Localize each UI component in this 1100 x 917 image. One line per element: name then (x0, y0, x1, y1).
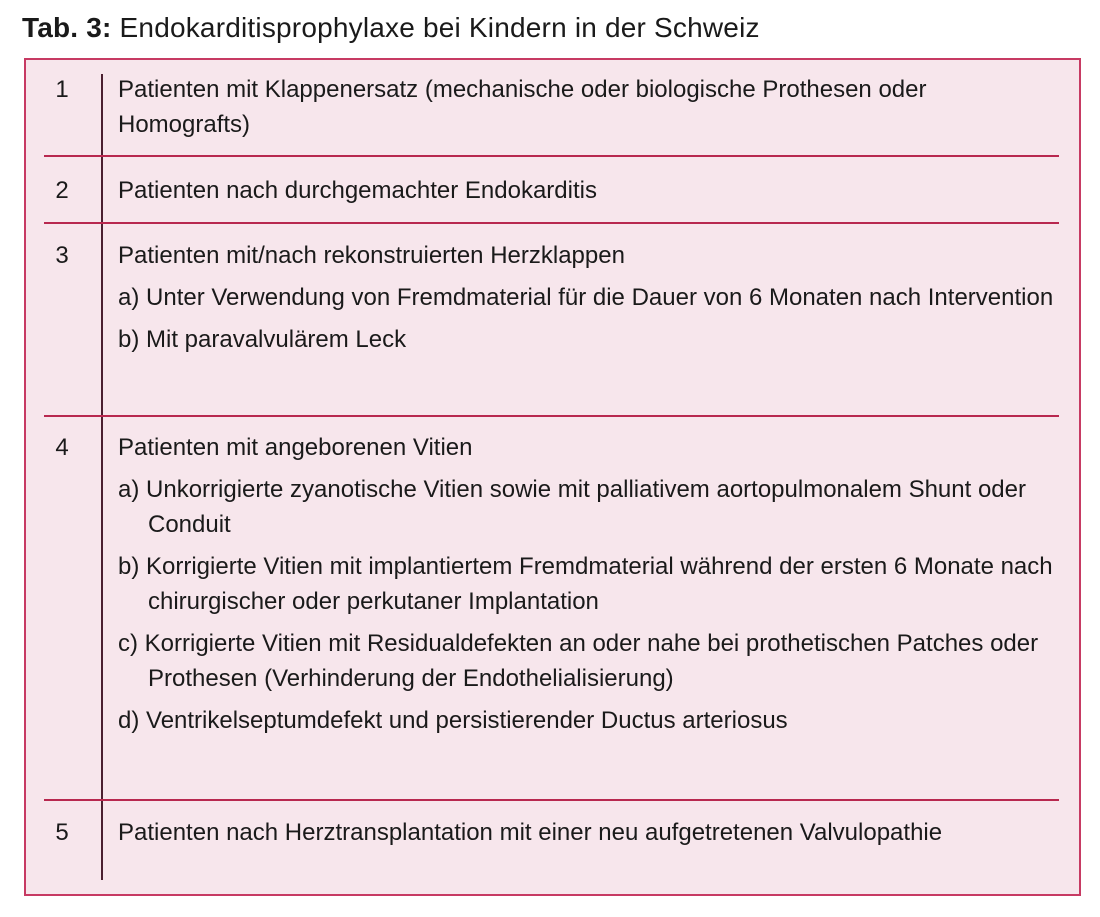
row-subitem: b) Mit paravalvulärem Leck (118, 326, 407, 353)
row-heading: Patienten nach durchgemachter Endokarditis (118, 177, 597, 204)
row-subitem: a) Unkorrigierte zyanotische Vitien sowie mit palliativem aortopulmonalem Shunt oder Conduit (118, 476, 1026, 538)
row-divider (44, 415, 1059, 417)
row-divider (44, 155, 1059, 157)
row-divider (44, 222, 1059, 224)
row-subitem: a) Unter Verwendung von Fremdmaterial für die Dauer von 6 Monaten nach Intervention (118, 284, 1054, 311)
row-content (118, 815, 1055, 850)
row-number: 1 (55, 76, 69, 103)
row-number: 5 (55, 819, 69, 846)
row-heading: Patienten mit/nach rekonstruierten Herzklappen (118, 242, 625, 269)
row-subitem: b) Korrigierte Vitien mit implantiertem Fremdmaterial während der ersten 6 Monate nach chirurgischer oder perkutaner Implantation (118, 553, 1053, 615)
column-divider (101, 74, 103, 880)
row-number: 3 (55, 242, 69, 269)
table-title-prefix: Tab. 3: (22, 12, 112, 43)
row-heading: Patienten nach Herztransplantation mit einer neu aufgetretenen Valvulopathie (118, 819, 943, 846)
row-content (118, 238, 1055, 357)
row-heading: Patienten mit angeborenen Vitien (118, 434, 473, 461)
row-number: 2 (55, 177, 69, 204)
row-number: 4 (55, 434, 69, 461)
row-content (118, 72, 1055, 142)
row-content (118, 173, 1055, 208)
table-title (22, 10, 760, 46)
row-subitem: c) Korrigierte Vitien mit Residualdefekten an oder nahe bei prothetischen Patches oder Prothesen (Verhinderung der Endothelialisierung) (118, 630, 1039, 692)
row-divider (44, 799, 1059, 801)
row-heading: Patienten mit Klappenersatz (mechanische oder biologische Prothesen oder Homografts) (118, 76, 927, 138)
table-title-text: Endokarditisprophylaxe bei Kindern in der Schweiz (111, 12, 760, 43)
row-subitem: d) Ventrikelseptumdefekt und persistierender Ductus arteriosus (118, 707, 788, 734)
table-panel (24, 58, 1081, 896)
row-content (118, 430, 1055, 738)
